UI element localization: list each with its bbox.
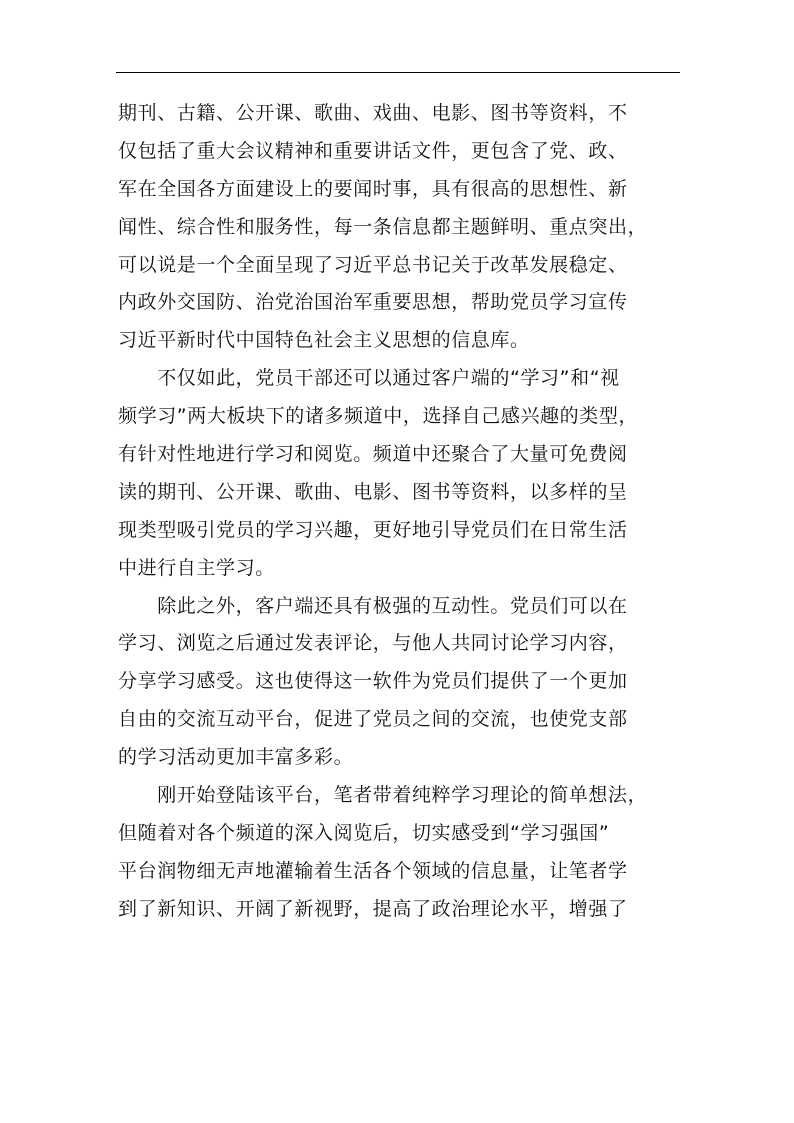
- document-body: [118, 95, 678, 929]
- text-line: 有针对性地进行学习和阅览。频道中还聚合了大量可免费阅: [118, 443, 628, 466]
- paragraph-1: [118, 95, 678, 360]
- text-line: 习近平新时代中国特色社会主义思想的信息库。: [118, 329, 530, 352]
- text-line: 但随着对各个频道的深入阅览后，切实感受到“学习强国”: [118, 821, 610, 844]
- text-line: 的学习活动更加丰富多彩。: [118, 746, 354, 769]
- text-line: 平台润物细无声地灌输着生活各个领域的信息量，让笔者学: [118, 859, 628, 882]
- text-line: 现类型吸引党员的学习兴趣，更好地引导党员们在日常生活: [118, 518, 628, 541]
- paragraph-3: [118, 588, 678, 777]
- text-line: 读的期刊、公开课、歌曲、电影、图书等资料，以多样的呈: [118, 480, 628, 503]
- text-line: 不仅如此，党员干部还可以通过客户端的“学习”和“视: [118, 367, 620, 390]
- text-line: 到了新知识、开阔了新视野，提高了政治理论水平，增强了: [118, 897, 628, 920]
- paragraph-4: [118, 777, 678, 929]
- text-line: 分享学习感受。这也使得这一软件为党员们提供了一个更加: [118, 670, 628, 693]
- text-line: 学习、浏览之后通过发表评论，与他人共同讨论学习内容，: [118, 632, 628, 655]
- text-line: 军在全国各方面建设上的要闻时事，具有很高的思想性、新: [118, 177, 628, 200]
- text-line: 仅包括了重大会议精神和重要讲话文件，更包含了党、政、: [118, 139, 628, 162]
- text-line: 刚开始登陆该平台，笔者带着纯粹学习理论的简单想法，: [118, 784, 648, 807]
- text-line: 自由的交流互动平台，促进了党员之间的交流，也使党支部: [118, 708, 628, 731]
- header-rule: [116, 72, 680, 73]
- text-line: 内政外交国防、治党治国治军重要思想，帮助党员学习宣传: [118, 291, 628, 314]
- text-line: 期刊、古籍、公开课、歌曲、戏曲、电影、图书等资料，不: [118, 102, 628, 124]
- text-line: 闻性、综合性和服务性，每一条信息都主题鲜明、重点突出，: [118, 215, 648, 238]
- paragraph-2: [118, 360, 678, 587]
- text-line: 除此之外，客户端还具有极强的互动性。党员们可以在: [118, 594, 628, 617]
- text-line: 频学习”两大板块下的诸多频道中，选择自己感兴趣的类型，: [118, 405, 639, 428]
- text-line: 中进行自主学习。: [118, 556, 275, 579]
- text-line: 可以说是一个全面呈现了习近平总书记关于改革发展稳定、: [118, 253, 628, 276]
